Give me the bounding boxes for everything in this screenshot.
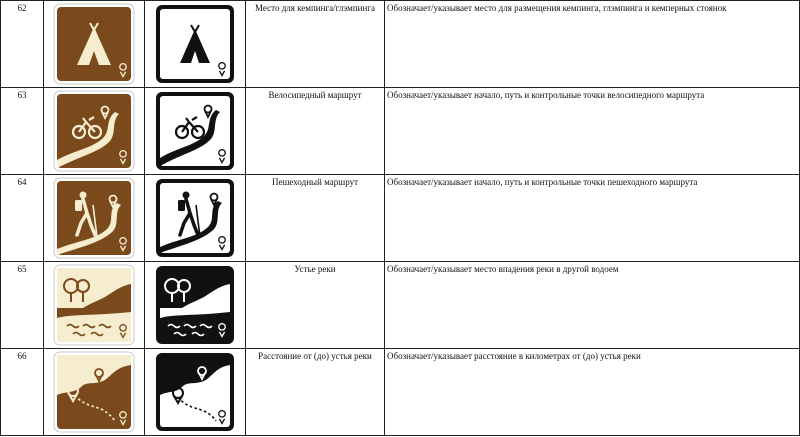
sign-name: Расстояние от (до) устья реки [246,349,385,436]
sign-description: Обозначает/указывает место впадения реки в другой водоем [385,262,800,349]
sign-description: Обозначает/указывает начало, путь и контрольные точки пешеходного маршрута [385,175,800,262]
sign-description: Обозначает/указывает расстояние в километрах от (до) устья реки [385,349,800,436]
sign-name: Устье реки [246,262,385,349]
hiker-route-icon [53,177,135,259]
mono-sign-cell [145,262,246,349]
color-sign-cell [44,349,145,436]
mono-sign-cell [145,88,246,175]
sign-name: Велосипедный маршрут [246,88,385,175]
bicycle-route-icon [154,90,236,172]
river-distance-icon [53,351,135,433]
row-number: 66 [1,349,44,436]
table-row [1,88,800,175]
hiker-route-icon [154,177,236,259]
table-row [1,262,800,349]
sign-name: Место для кемпинга/глэмпинга [246,1,385,88]
mono-sign-cell [145,349,246,436]
bicycle-route-icon [53,90,135,172]
color-sign-cell [44,88,145,175]
table-row [1,1,800,88]
river-distance-icon [154,351,236,433]
table-row [1,175,800,262]
river-mouth-icon [154,264,236,346]
sign-description: Обозначает/указывает место для размещения кемпинга, глэмпинга и кемперных стоянок [385,1,800,88]
table-row [1,349,800,436]
color-sign-cell [44,262,145,349]
sign-name: Пешеходный маршрут [246,175,385,262]
color-sign-cell [44,1,145,88]
tent-icon [154,3,236,85]
sign-description: Обозначает/указывает начало, путь и контрольные точки велосипедного маршрута [385,88,800,175]
tent-icon [53,3,135,85]
mono-sign-cell [145,1,246,88]
river-mouth-icon [53,264,135,346]
color-sign-cell [44,175,145,262]
row-number: 65 [1,262,44,349]
row-number: 64 [1,175,44,262]
mono-sign-cell [145,175,246,262]
row-number: 62 [1,1,44,88]
row-number: 63 [1,88,44,175]
